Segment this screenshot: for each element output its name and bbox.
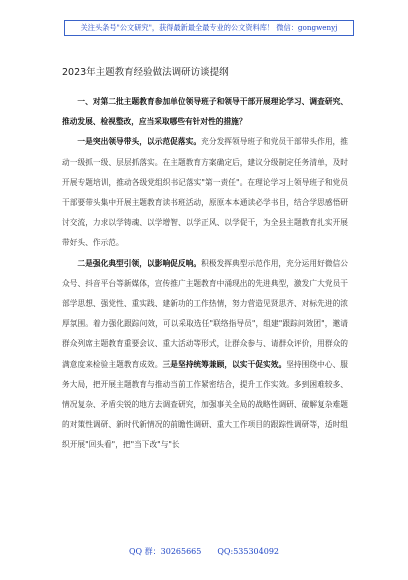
paragraph-3-lead: 三是坚持统筹兼顾，以实干促实效。 (162, 359, 287, 369)
promo-banner (64, 20, 354, 36)
paragraph-1-text: 充分发挥领导班子和党员干部带头作用，推动一级抓一级、层层抓落实。在主题教育方案确定后，建议分级制定任务清单，及时开展专题培训，推动各级党组织书记落实"第一责任"。在理论学习上领导班子和党员干部要带头集中开展主题教育读书班活动，原原本本通读必学书目，结合学思感悟研讨交流，力求以学铸魂、以学增智、以学正风、以学促干，为全县主题教育扎实开展带好头、作示范。 (62, 137, 348, 248)
footer-qq-group: QQ 群：30265665 (128, 547, 202, 556)
paragraph-2-lead: 二是强化典型引领，以影响促反响。 (77, 258, 202, 268)
paragraph-2 (62, 254, 348, 456)
footer-contact (0, 546, 408, 557)
question-heading: 一、对第二批主题教育参加单位领导班子和领导干部开展理论学习、调查研究、推动发展、检视整改，应当采取哪些有针对性的措施？ (62, 97, 348, 127)
paragraph-3-text: 坚持围绕中心、服务大局，把开展主题教育与推动当前工作紧密结合，提升工作实效。多到困难较多、情况复杂、矛盾尖锐的地方去调查研究，加强事关全局的战略性调研、破解复杂难题的对策性调研、新时代新情况的前瞻性调研、重大工作项目的跟踪性调研等，适时组织开展"回头看"，把"当下改"与"长 (62, 359, 348, 450)
paragraph-1 (62, 132, 348, 253)
paragraph-1-lead: 一是突出领导带头，以示范促落实。 (77, 137, 202, 147)
document-body (62, 92, 348, 456)
paragraph-2-text: 积极发挥典型示范作用，充分运用好微信公众号、抖音平台等新媒体，宣传推广主题教育中涌现出的先进典型，激发广大党员干部学思想、强党性、重实践、建新功的工作热情，努力营造见贤思齐、对标先进的浓厚氛围。着力强化跟踪问效，可以采取选任"联络指导员"，组建"跟踪问效团"，邀请群众列席主题教育重要会议、重大活动等形式，让群众参与、请群众评价，用群众的满意度来检验主题教育成效。 (62, 258, 348, 369)
document-title: 2023年主题教育经验做法调研访谈提纲 (62, 67, 229, 78)
footer-qq: QQ:535304092 (217, 547, 279, 556)
promo-banner-text: 关注头条号"公文研究"，获得最新最全最专业的公文资料库！ 微信：gongwenyj (80, 23, 338, 32)
